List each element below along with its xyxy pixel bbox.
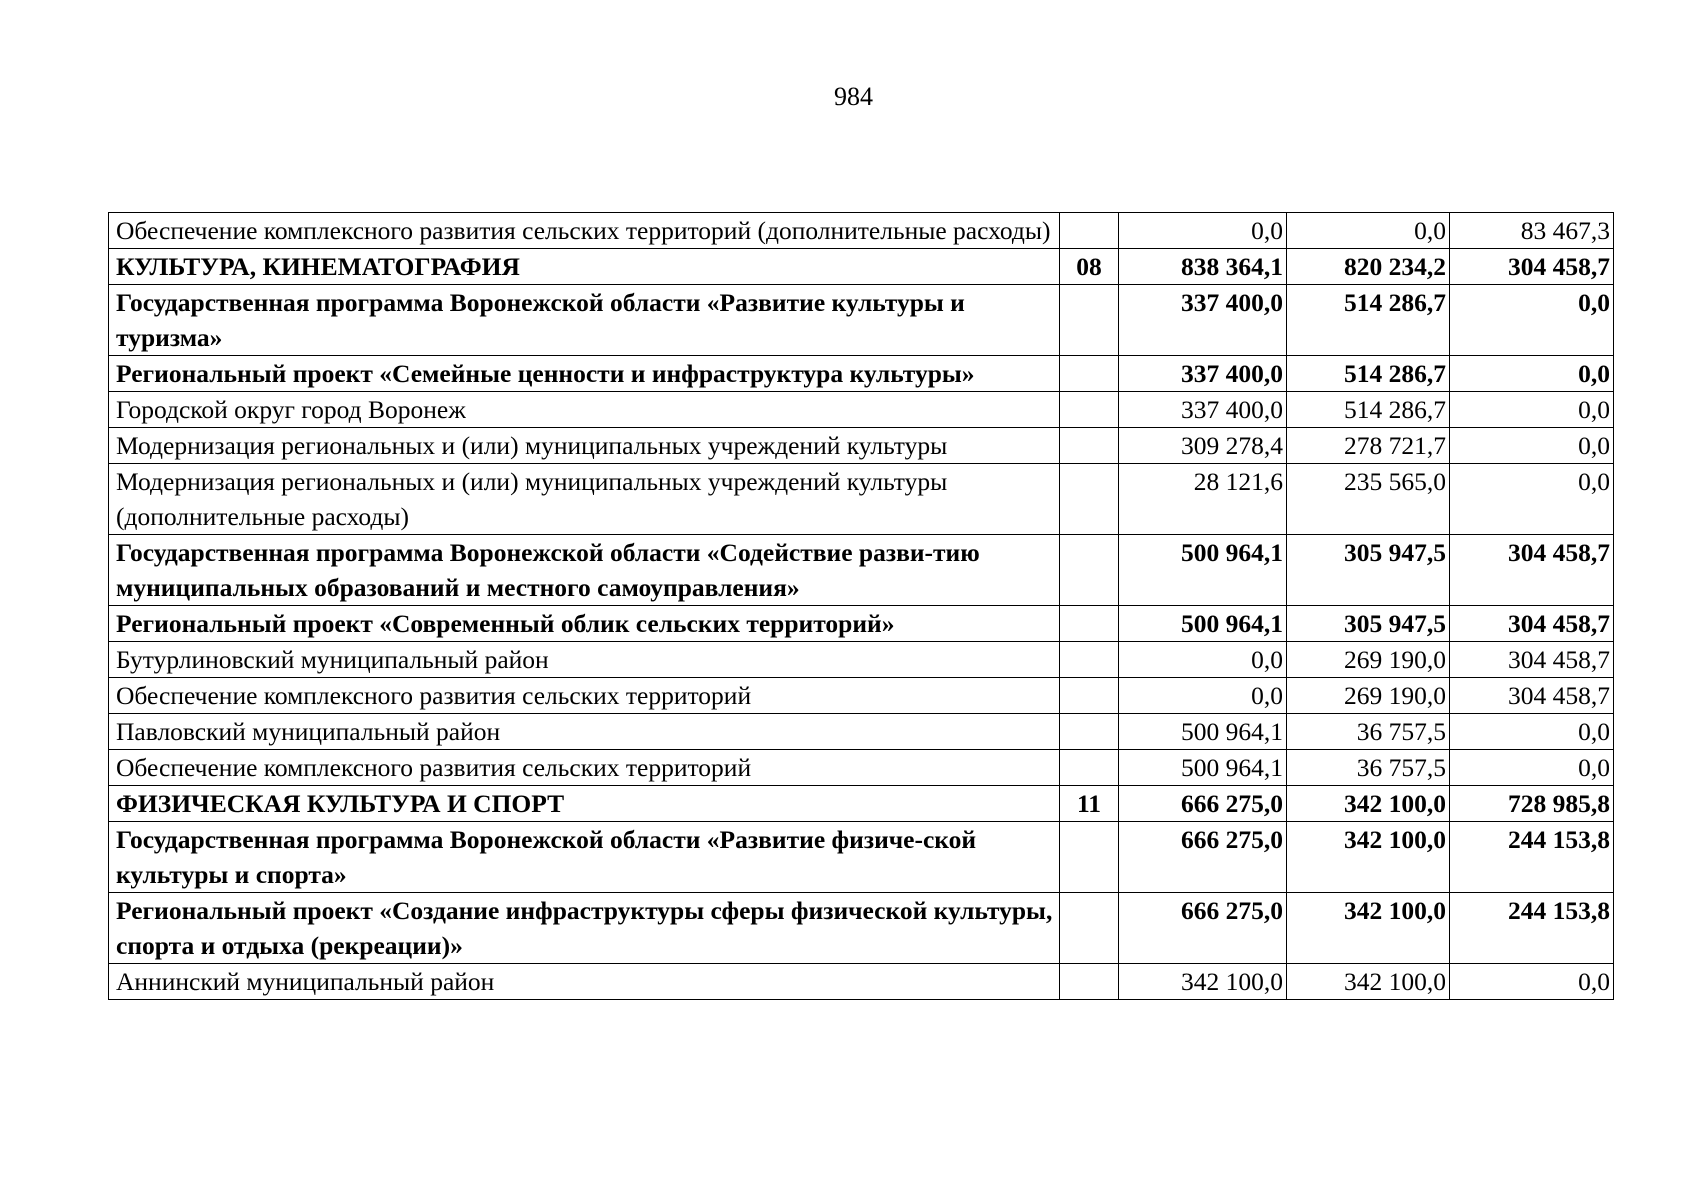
row-code-cell (1060, 606, 1119, 642)
row-value-3-cell: 0,0 (1450, 356, 1614, 392)
row-code-cell (1060, 356, 1119, 392)
row-value-3-cell: 0,0 (1450, 392, 1614, 428)
row-value-2-cell: 342 100,0 (1287, 893, 1450, 964)
row-code-cell (1060, 285, 1119, 356)
row-value-2-cell: 235 565,0 (1287, 464, 1450, 535)
row-value-1-cell: 0,0 (1119, 678, 1287, 714)
row-value-1-cell: 309 278,4 (1119, 428, 1287, 464)
table-row (109, 606, 1614, 642)
table-row (109, 642, 1614, 678)
row-code-cell (1060, 678, 1119, 714)
row-value-2-cell: 820 234,2 (1287, 249, 1450, 285)
row-code-cell (1060, 535, 1119, 606)
row-value-3-cell: 0,0 (1450, 285, 1614, 356)
row-value-2-cell: 269 190,0 (1287, 678, 1450, 714)
row-code-cell (1060, 750, 1119, 786)
row-name-cell: Региональный проект «Создание инфраструктуры сферы физической культуры, спорта и отдыха (рекреации)» (109, 893, 1060, 964)
row-value-3-cell: 304 458,7 (1450, 249, 1614, 285)
row-code-cell (1060, 392, 1119, 428)
table-row (109, 822, 1614, 893)
row-value-1-cell: 0,0 (1119, 642, 1287, 678)
page-number: 984 (834, 82, 873, 111)
row-name-cell: ФИЗИЧЕСКАЯ КУЛЬТУРА И СПОРТ (109, 786, 1060, 822)
row-value-3-cell: 304 458,7 (1450, 642, 1614, 678)
row-value-3-cell: 304 458,7 (1450, 606, 1614, 642)
row-value-3-cell: 0,0 (1450, 750, 1614, 786)
row-name-cell: Городской округ город Воронеж (109, 392, 1060, 428)
row-code-cell (1060, 213, 1119, 249)
row-value-3-cell: 0,0 (1450, 428, 1614, 464)
row-code-cell (1060, 464, 1119, 535)
row-value-1-cell: 500 964,1 (1119, 714, 1287, 750)
row-value-1-cell: 28 121,6 (1119, 464, 1287, 535)
row-code-cell (1060, 822, 1119, 893)
row-value-1-cell: 666 275,0 (1119, 786, 1287, 822)
row-value-3-cell: 304 458,7 (1450, 535, 1614, 606)
table-row (109, 750, 1614, 786)
row-code-cell (1060, 642, 1119, 678)
row-value-2-cell: 342 100,0 (1287, 964, 1450, 1000)
table-row (109, 285, 1614, 356)
row-value-2-cell: 36 757,5 (1287, 750, 1450, 786)
row-code-cell (1060, 964, 1119, 1000)
row-value-2-cell: 278 721,7 (1287, 428, 1450, 464)
row-value-2-cell: 305 947,5 (1287, 606, 1450, 642)
table-row (109, 392, 1614, 428)
table-row (109, 535, 1614, 606)
row-value-3-cell: 244 153,8 (1450, 822, 1614, 893)
row-value-2-cell: 0,0 (1287, 213, 1450, 249)
row-name-cell: Павловский муниципальный район (109, 714, 1060, 750)
row-value-1-cell: 500 964,1 (1119, 606, 1287, 642)
row-name-cell: Региональный проект «Современный облик сельских территорий» (109, 606, 1060, 642)
row-value-2-cell: 514 286,7 (1287, 356, 1450, 392)
table-row (109, 786, 1614, 822)
row-value-2-cell: 269 190,0 (1287, 642, 1450, 678)
row-value-3-cell: 0,0 (1450, 464, 1614, 535)
row-code-cell (1060, 714, 1119, 750)
row-value-1-cell: 666 275,0 (1119, 893, 1287, 964)
row-value-2-cell: 514 286,7 (1287, 392, 1450, 428)
row-name-cell: Аннинский муниципальный район (109, 964, 1060, 1000)
row-value-1-cell: 342 100,0 (1119, 964, 1287, 1000)
table-body (109, 213, 1614, 1000)
row-name-cell: Модернизация региональных и (или) муниципальных учреждений культуры (109, 428, 1060, 464)
row-name-cell: Обеспечение комплексного развития сельских территорий (109, 678, 1060, 714)
row-name-cell: Обеспечение комплексного развития сельских территорий (дополнительные расходы) (109, 213, 1060, 249)
row-value-2-cell: 514 286,7 (1287, 285, 1450, 356)
table-row (109, 893, 1614, 964)
row-value-1-cell: 500 964,1 (1119, 535, 1287, 606)
row-name-cell: Региональный проект «Семейные ценности и инфраструктура культуры» (109, 356, 1060, 392)
row-value-2-cell: 342 100,0 (1287, 786, 1450, 822)
row-value-3-cell: 83 467,3 (1450, 213, 1614, 249)
row-value-1-cell: 500 964,1 (1119, 750, 1287, 786)
row-value-1-cell: 337 400,0 (1119, 356, 1287, 392)
row-code-cell: 08 (1060, 249, 1119, 285)
row-value-3-cell: 0,0 (1450, 714, 1614, 750)
table-row (109, 428, 1614, 464)
row-name-cell: Государственная программа Воронежской области «Содействие разви-тию муниципальных образований и местного самоуправления» (109, 535, 1060, 606)
row-value-2-cell: 342 100,0 (1287, 822, 1450, 893)
row-value-2-cell: 305 947,5 (1287, 535, 1450, 606)
row-code-cell (1060, 428, 1119, 464)
table-row (109, 356, 1614, 392)
row-name-cell: Государственная программа Воронежской области «Развитие физиче-ской культуры и спорта» (109, 822, 1060, 893)
row-value-3-cell: 0,0 (1450, 964, 1614, 1000)
table-row (109, 678, 1614, 714)
row-value-3-cell: 728 985,8 (1450, 786, 1614, 822)
row-name-cell: Модернизация региональных и (или) муниципальных учреждений культуры (дополнительные расходы) (109, 464, 1060, 535)
row-name-cell: Государственная программа Воронежской области «Развитие культуры и туризма» (109, 285, 1060, 356)
row-code-cell: 11 (1060, 786, 1119, 822)
row-value-3-cell: 304 458,7 (1450, 678, 1614, 714)
row-value-3-cell: 244 153,8 (1450, 893, 1614, 964)
row-value-2-cell: 36 757,5 (1287, 714, 1450, 750)
row-name-cell: Обеспечение комплексного развития сельских территорий (109, 750, 1060, 786)
table-row (109, 464, 1614, 535)
row-value-1-cell: 838 364,1 (1119, 249, 1287, 285)
table-row (109, 964, 1614, 1000)
table-row (109, 249, 1614, 285)
row-value-1-cell: 337 400,0 (1119, 392, 1287, 428)
table-row (109, 714, 1614, 750)
budget-table (108, 212, 1614, 1000)
row-name-cell: КУЛЬТУРА, КИНЕМАТОГРАФИЯ (109, 249, 1060, 285)
table-row (109, 213, 1614, 249)
row-code-cell (1060, 893, 1119, 964)
row-value-1-cell: 666 275,0 (1119, 822, 1287, 893)
row-value-1-cell: 337 400,0 (1119, 285, 1287, 356)
row-name-cell: Бутурлиновский муниципальный район (109, 642, 1060, 678)
row-value-1-cell: 0,0 (1119, 213, 1287, 249)
